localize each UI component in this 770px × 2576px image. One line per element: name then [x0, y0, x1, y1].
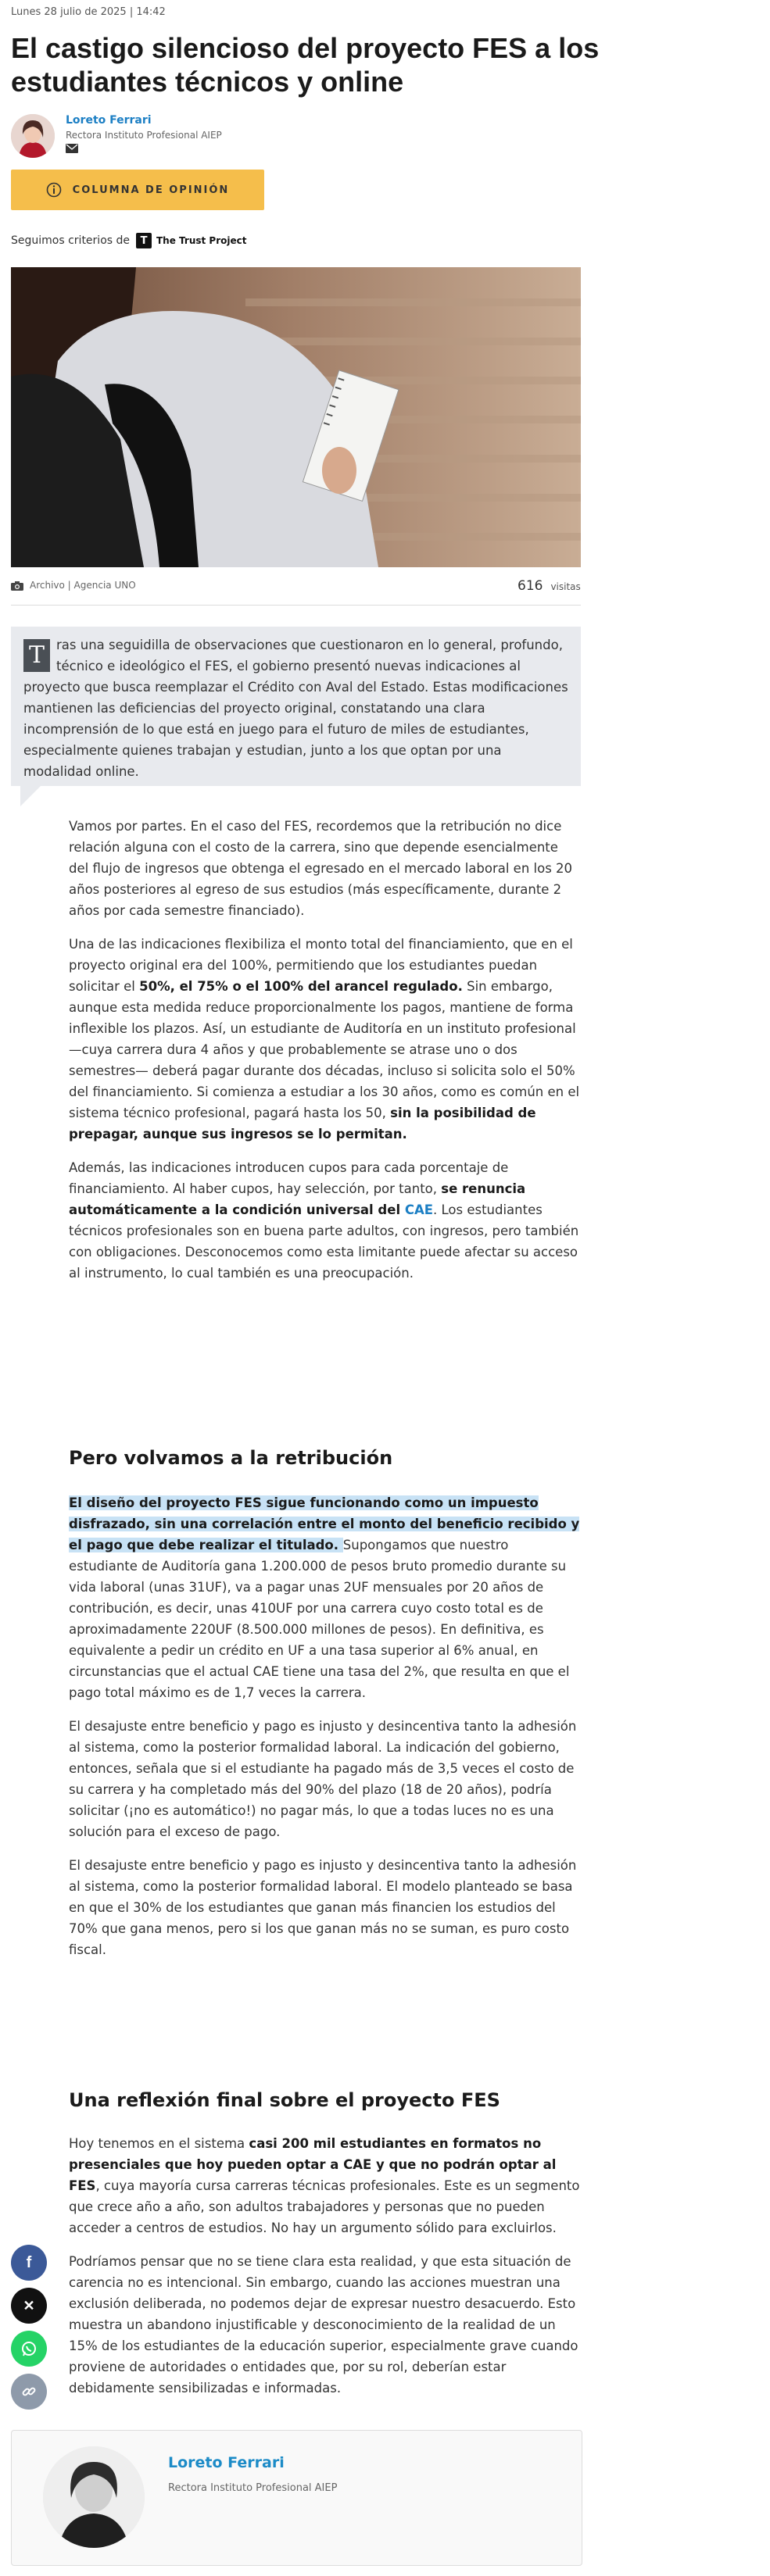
dropcap: T	[23, 639, 50, 672]
visits-counter	[518, 578, 581, 594]
whatsapp-share-button[interactable]	[11, 2331, 47, 2367]
trust-project	[11, 233, 247, 248]
highlighted-text: El diseño del proyecto FES sigue funcionando como un impuesto disfrazado, sin una correlación entre el monto del beneficio recibido y el pago que debe realizar el titulado.	[69, 1495, 580, 1552]
paragraph: El desajuste entre beneficio y pago es injusto y desincentiva tanto la adhesión al sistema, como la posterior formalidad laboral. El modelo planteado se basa en que el 30% de los estudiantes que ganan más financien los estudios del 70% que gana menos, pero si los que ganan más no se suman, es puro costo fiscal.	[69, 1858, 577, 1957]
visits-count: 616	[518, 578, 543, 594]
paragraph: Podríamos pensar que no se tiene clara esta realidad, y que esta situación de carencia no es intencional. Sin embargo, cuando las acciones muestran una exclusión deliberada, no podemos dejar de expresar nuestro desacuerdo. Esto muestra un abandono injustificable y desconocimiento de la realidad de un 15% de los estudiantes de la educación superior, especialmente grave cuando proviene de autoridades o entidades que, por su rol, deberían estar debidamente sensibilizadas e informadas.	[69, 2254, 578, 2396]
author-name[interactable]: Loreto Ferrari	[66, 114, 152, 127]
facebook-icon: f	[26, 2253, 32, 2271]
section-heading: Pero volvamos a la retribución	[69, 1447, 393, 1469]
trust-brand: The Trust Project	[156, 235, 247, 246]
paragraph: Hoy tenemos en el sistema casi 200 mil estudiantes en formatos no presenciales que hoy pueden optar a CAE y que no podrán optar al FES, cuya mayoría cursa carreras técnicas profesionales. Este es un segmento que crece año a año, son adultos trabajadores y personas que no pueden acceder a centros de estudios. No hay un argumento sólido para excluirlos.	[69, 2136, 580, 2235]
trust-prefix: Seguimos criterios de	[11, 234, 130, 247]
author-avatar[interactable]	[11, 114, 55, 158]
divider	[11, 605, 581, 606]
publish-date: Lunes 28 julio de 2025 | 14:42	[11, 6, 166, 18]
visits-label: visitas	[550, 581, 581, 592]
copy-link-button[interactable]	[11, 2374, 47, 2410]
article-body-section-3	[69, 2133, 581, 2411]
author-card-name[interactable]: Loreto Ferrari	[168, 2454, 285, 2471]
mail-icon[interactable]	[66, 144, 78, 153]
lead-text: ras una seguidilla de observaciones que cuestionaron en lo general, profundo, técnico e ideológico el FES, el gobierno presentó nuevas indicaciones al proyecto que busca reemplazar el Crédito con Aval del Estado. Estas modificaciones mantienen las deficiencias del proyecto original, constatando una clara incomprensión de lo que está en juego para el futuro de miles de estudiantes, especialmente quienes trabajan y estudian, junto a los que optan por una modalidad online.	[23, 638, 568, 779]
article-body-section-1	[69, 816, 581, 1296]
whatsapp-icon	[20, 2339, 38, 2358]
paragraph: El diseño del proyecto FES sigue funcionando como un impuesto disfrazado, sin una correlación entre el monto del beneficio recibido y el pago que debe realizar el titulado. Supongamos que nuestro estudiante de Auditoría gana 1.200.000 de pesos bruto promedio durante su vida laboral (unas 31UF), va a pagar unas 2UF mensuales por 20 años de contribución, es decir, unas 410UF por una carrera cuyo costo total es de aproximadamente 220UF (8.500.000 millones de pesos). En definitiva, es equivalente a pedir un crédito en UF a una tasa superior al 6% anual, en circunstancias que el actual CAE tiene una tasa del 2%, que resulta en que el pago total máximo es de 1,7 veces la carrera.	[69, 1495, 580, 1700]
paragraph: El desajuste entre beneficio y pago es injusto y desincentiva tanto la adhesión al sistema, como la posterior formalidad laboral. La indicación del gobierno, entonces, señala que si el estudiante ha pagado más de 3,5 veces el costo de su carrera y ha completado más del 90% del plazo (18 de 20 años), podría solicitar (¡no es automático!) no pagar más, lo que a todas luces no es una solución para el exceso de pago.	[69, 1719, 577, 1839]
article-title: El castigo silencioso del proyecto FES a los estudiantes técnicos y online	[11, 32, 600, 98]
opinion-column-button[interactable]	[11, 170, 264, 210]
article-photo	[11, 267, 581, 567]
author-card	[11, 2430, 582, 2566]
caption-text: Archivo | Agencia UNO	[30, 580, 136, 591]
camera-icon	[11, 581, 23, 591]
link-icon	[20, 2383, 38, 2400]
lead-box-tail	[20, 786, 41, 806]
info-icon	[46, 182, 62, 198]
trust-project-link[interactable]	[136, 233, 247, 248]
lead-paragraph	[11, 627, 581, 782]
paragraph: Una de las indicaciones flexibiliza el monto total del financiamiento, que en el proyecto original era del 100%, permitiendo que los estudiantes puedan solicitar el 50%, el 75% o el 100% del arancel regulado. Sin embargo, aunque esta medida reduce proporcionalmente los pagos, mantiene de forma inflexible los plazos. Así, un estudiante de Auditoría en un instituto profesional —cuya carrera dura 4 años y que probablemente se atrase uno o dos semestres— deberá pagar durante dos décadas, incluso si solicita solo el 50% del financiamiento. Si comienza a estudiar a los 30 años, como es común en el sistema técnico profesional, pagará hasta los 50, sin la posibilidad de prepagar, aunque sus ingresos se lo permitan.	[69, 937, 580, 1142]
opinion-label: COLUMNA DE OPINIÓN	[72, 184, 230, 196]
paragraph: Además, las indicaciones introducen cupos para cada porcentaje de financiamiento. Al haber cupos, hay selección, por tanto, se renuncia automáticamente a la condición universal del CAE. Los estudiantes técnicos profesionales son en buena parte adultos, con ingresos, pero también con obligaciones. Desconocemos como esta limitante puede afectar su acceso al instrumento, lo cual también es una preocupación.	[69, 1160, 579, 1281]
author-card-avatar[interactable]	[43, 2446, 145, 2548]
photo-caption	[11, 580, 136, 591]
x-share-button[interactable]	[11, 2288, 47, 2324]
lead-box	[11, 627, 581, 786]
trust-project-icon: T	[136, 233, 152, 248]
author-card-role: Rectora Instituto Profesional AIEP	[168, 2482, 338, 2494]
author-role: Rectora Instituto Profesional AIEP	[66, 130, 222, 141]
section-heading: Una reflexión final sobre el proyecto FES	[69, 2089, 500, 2111]
article-body-section-2	[69, 1492, 581, 1973]
paragraph: Vamos por partes. En el caso del FES, recordemos que la retribución no dice relación alguna con el costo de la carrera, sino que depende esencialmente del flujo de ingresos que obtenga el egresado en el mercado laboral en los 20 años posteriores al egreso de sus estudios (más específicamente, durante 2 años por cada semestre financiado).	[69, 819, 573, 918]
x-icon: ✕	[23, 2297, 35, 2313]
cae-link[interactable]: CAE	[404, 1202, 433, 1217]
facebook-share-button[interactable]	[11, 2245, 47, 2281]
